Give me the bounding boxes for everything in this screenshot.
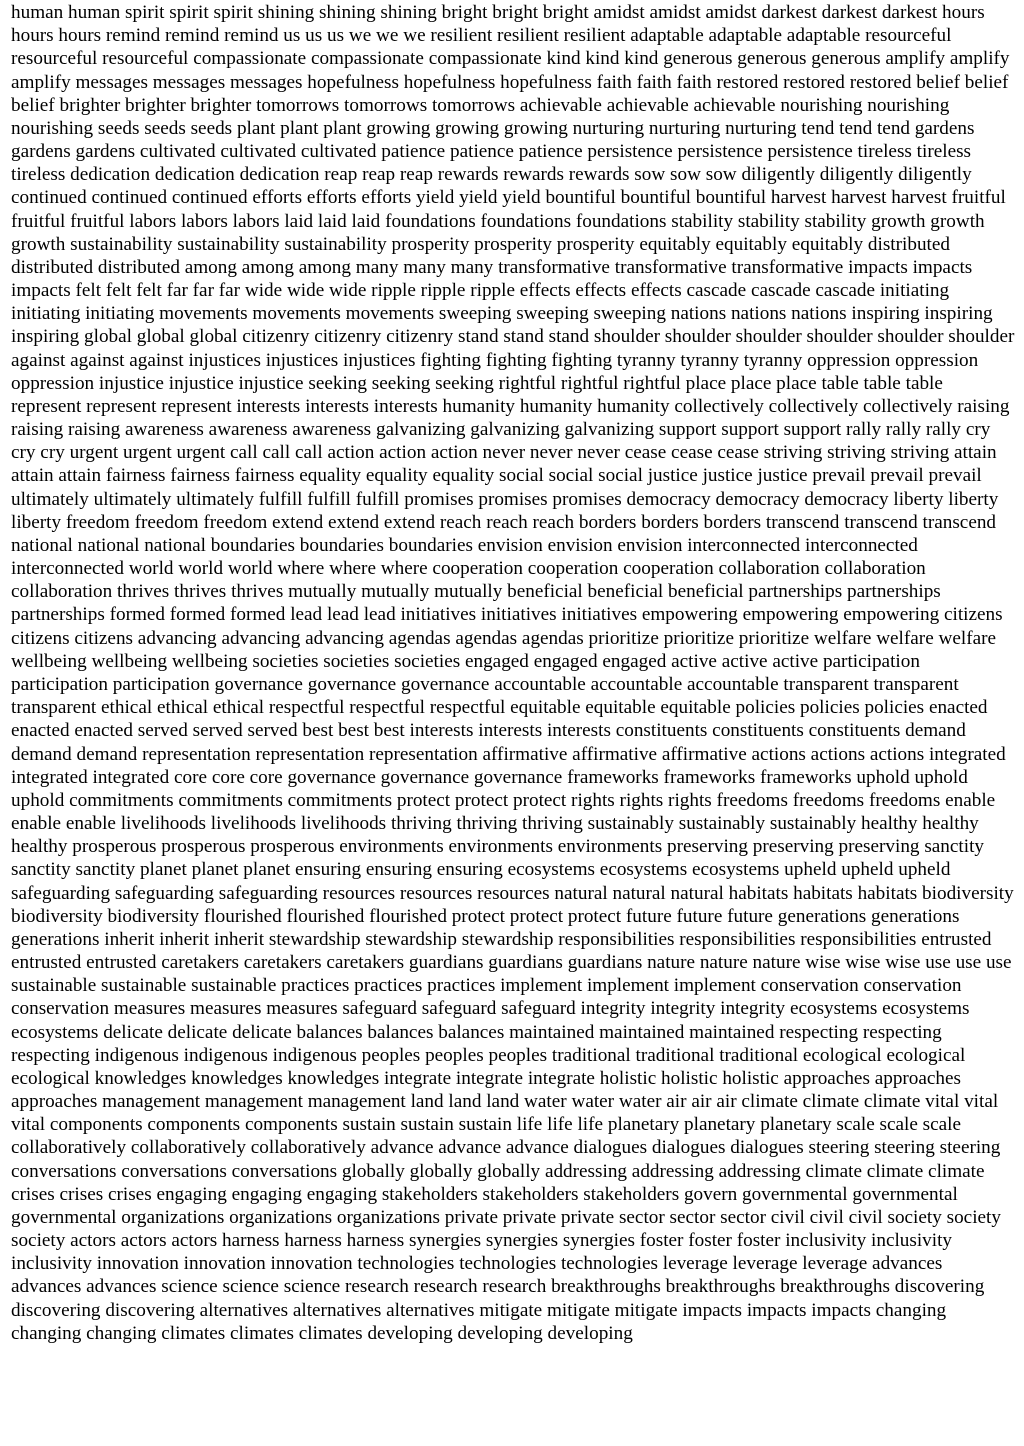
body-text-paragraph: human human spirit spirit spirit shining shining shining bright bright bright amidst amidst amidst darkest darkest darkest hours hours hours remind remind remind us us us we we we resilient resilient resilient adaptable adaptable adaptable resourceful resourceful resourceful compassionate compassionate compassionate kind kind kind generous generous generous amplify amplify amplify messages messages messages hopefulness hopefulness hopefulness faith faith faith restored restored restored belief belief belief brighter brighter brighter tomorrows tomorrows tomorrows achievable achievable achievable nourishing nourishing nourishing seeds seeds seeds plant plant plant growing growing growing nurturing nurturing nurturing tend tend tend gardens gardens gardens cultivated cultivated cultivated patience patience patience persistence persistence persistence tireless tireless tireless dedication dedication dedication reap reap reap rewards rewards rewards sow sow sow diligently diligently diligently continued continued continued efforts efforts efforts yield yield yield bountiful bountiful bountiful harvest harvest harvest fruitful fruitful fruitful labors labors labors laid laid laid foundations foundations foundations stability stability stability growth growth growth sustainability sustainability sustainability prosperity prosperity prosperity equitably equitably equitably distributed distributed distributed among among among many many many transformative transformative transformative impacts impacts impacts felt felt felt far far far wide wide wide ripple ripple ripple effects effects effects cascade cascade cascade initiating initiating initiating movements movements movements sweeping sweeping sweeping nations nations nations inspiring inspiring inspiring global global global citizenry citizenry citizenry stand stand stand shoulder shoulder shoulder shoulder shoulder shoulder against against against injustices injustices injustices fighting fighting fighting tyranny tyranny tyranny oppression oppression oppression injustice injustice injustice seeking seeking seeking rightful rightful rightful place place place table table table represent represent represent interests interests interests humanity humanity humanity collectively collectively collectively raising raising raising awareness awareness awareness galvanizing galvanizing galvanizing support support support rally rally rally cry cry cry urgent urgent urgent call call call action action action never never never cease cease cease striving striving striving attain attain attain fairness fairness fairness equality equality equality social social social justice justice justice prevail prevail prevail ultimately ultimately ultimately fulfill fulfill fulfill promises promises promises democracy democracy democracy liberty liberty liberty freedom freedom freedom extend extend extend reach reach reach borders borders borders transcend transcend transcend national national national boundaries boundaries boundaries envision envision envision interconnected interconnected interconnected world world world where where where cooperation cooperation cooperation collaboration collaboration collaboration thrives thrives thrives mutually mutually mutually beneficial beneficial beneficial partnerships partnerships partnerships formed formed formed lead lead lead initiatives initiatives initiatives empowering empowering empowering citizens citizens citizens advancing advancing advancing agendas agendas agendas prioritize prioritize prioritize welfare welfare welfare wellbeing wellbeing wellbeing societies societies societies engaged engaged engaged active active active participation participation participation governance governance governance accountable accountable accountable transparent transparent transparent ethical ethical ethical respectful respectful respectful equitable equitable equitable policies policies policies enacted enacted enacted served served served best best best interests interests interests constituents constituents constituents demand demand demand representation representation representation affirmative affirmative affirmative actions actions actions integrated integrated integrated core core core governance governance governance frameworks frameworks frameworks uphold uphold uphold commitments commitments commitments protect protect protect rights rights rights freedoms freedoms freedoms enable enable enable livelihoods livelihoods livelihoods thriving thriving thriving sustainably sustainably sustainably healthy healthy healthy prosperous prosperous prosperous environments environments environments preserving preserving preserving sanctity sanctity sanctity planet planet planet ensuring ensuring ensuring ecosystems ecosystems ecosystems upheld upheld upheld safeguarding safeguarding safeguarding resources resources resources natural natural natural habitats habitats habitats biodiversity biodiversity biodiversity flourished flourished flourished protect protect protect future future future generations generations generations inherit inherit inherit stewardship stewardship stewardship responsibilities responsibilities responsibilities entrusted entrusted entrusted caretakers caretakers caretakers guardians guardians guardians nature nature nature wise wise wise use use use sustainable sustainable sustainable practices practices practices implement implement implement conservation conservation conservation measures measures measures safeguard safeguard safeguard integrity integrity integrity ecosystems ecosystems ecosystems delicate delicate delicate balances balances balances maintained maintained maintained respecting respecting respecting indigenous indigenous indigenous peoples peoples peoples traditional traditional traditional ecological ecological ecological knowledges knowledges knowledges integrate integrate integrate holistic holistic holistic approaches approaches approaches management management management land land land water water water air air air climate climate climate vital vital vital components components components sustain sustain sustain life life life planetary planetary planetary scale scale scale collaboratively collaboratively collaboratively advance advance advance dialogues dialogues dialogues steering steering steering conversations conversations conversations globally globally globally addressing addressing addressing climate climate climate crises crises crises engaging engaging engaging stakeholders stakeholders stakeholders govern governmental governmental governmental organizations organizations organizations private private private sector sector sector civil civil civil society society society actors actors actors harness harness harness synergies synergies synergies foster foster foster inclusivity inclusivity inclusivity innovation innovation innovation technologies technologies technologies leverage leverage leverage advances advances advances science science science research research research breakthroughs breakthroughs breakthroughs discovering discovering discovering alternatives alternatives alternatives mitigate mitigate mitigate impacts impacts impacts changing changing changing climates climates climates developing developing developing: [11, 2, 1015, 1344]
